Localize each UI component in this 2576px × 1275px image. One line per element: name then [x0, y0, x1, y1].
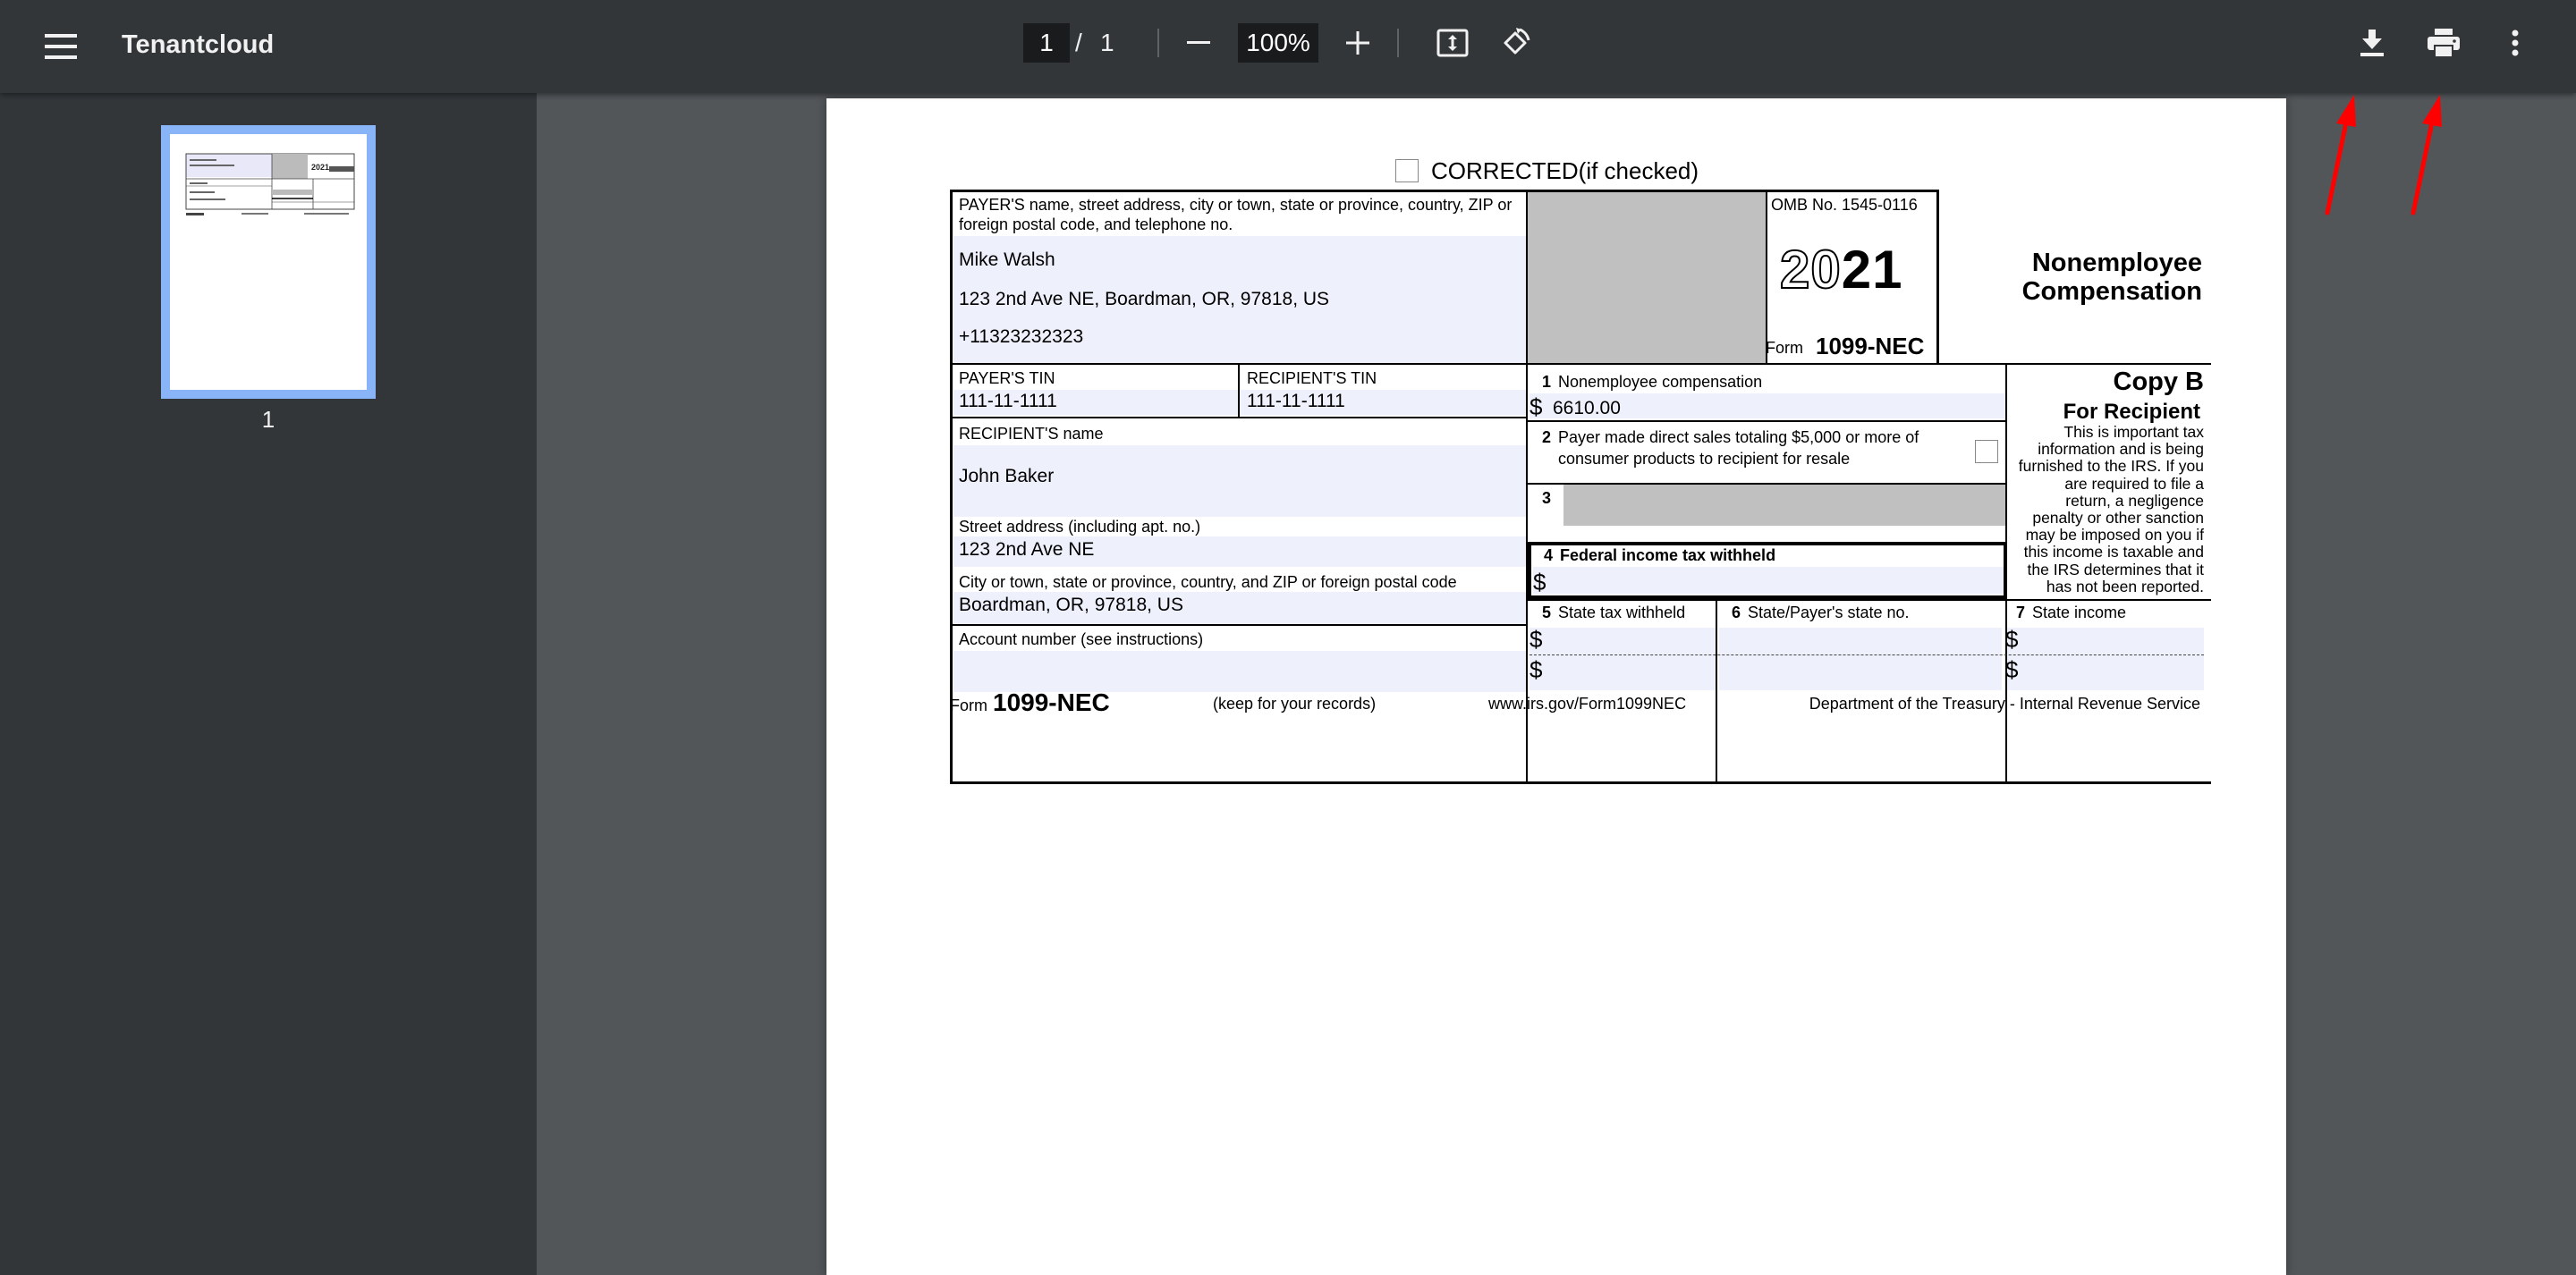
form-line [950, 417, 1528, 418]
recipient-name-label: RECIPIENT'S name [959, 425, 1104, 443]
box2-number: 2 [1542, 428, 1552, 446]
box1-dollar: $ [1530, 393, 1543, 420]
annotation-arrow [2320, 93, 2361, 216]
page-separator: / [1075, 29, 1082, 56]
footer-keep-records: (keep for your records) [1213, 695, 1377, 713]
notice-line: this income is taxable and [2023, 543, 2204, 562]
box4-number: 4 [1544, 546, 1554, 564]
footer-irs-url: www.irs.gov/Form1099NEC [1488, 695, 1687, 713]
menu-button[interactable] [34, 20, 88, 73]
box7-label: State income [2032, 604, 2127, 621]
thumbnail-preview [170, 134, 367, 390]
form-line [1526, 190, 1528, 781]
box1-number: 1 [1542, 373, 1552, 391]
page-total: 1 [1100, 29, 1114, 56]
box4-label: Federal income tax withheld [1560, 546, 1776, 564]
payer-name: Mike Walsh [959, 249, 1055, 270]
minus-icon [1187, 41, 1210, 45]
form-number: 1099-NEC [1816, 333, 1925, 359]
toolbar-divider [1397, 29, 1399, 57]
box2-checkbox[interactable] [1975, 440, 1998, 463]
footer-form-word: Form [950, 697, 987, 714]
year-suffix: 21 [1841, 240, 1903, 300]
notice-line: penalty or other sanction [2032, 509, 2204, 528]
payer-address: 123 2nd Ave NE, Boardman, OR, 97818, US [959, 289, 1330, 309]
street-address-value: 123 2nd Ave NE [959, 539, 1095, 560]
state-row-divider [1530, 654, 2204, 655]
form-line [1936, 190, 1939, 363]
download-button[interactable] [2343, 14, 2401, 72]
city-label: City or town, state or province, country, and ZIP or foreign postal code [959, 573, 1457, 591]
print-icon [2428, 29, 2460, 57]
box7-dollar-2: $ [2005, 656, 2019, 683]
form-line [1526, 483, 2007, 485]
street-address-label: Street address (including apt. no.) [959, 518, 1201, 536]
payer-tin-label: PAYER'S TIN [959, 369, 1055, 387]
svg-text:2021: 2021 [311, 163, 330, 172]
page-number-input[interactable]: 1 [1023, 23, 1070, 63]
omb-number: OMB No. 1545-0116 [1771, 196, 1918, 214]
recipient-notice [2009, 424, 2204, 595]
form-line [950, 363, 2211, 365]
download-icon [2360, 30, 2384, 56]
box6-field[interactable] [1719, 628, 2002, 690]
thumbnail-sidebar [0, 93, 537, 1275]
rotate-button[interactable] [1488, 16, 1542, 70]
box1-label: Nonemployee compensation [1558, 373, 1763, 391]
account-number-label: Account number (see instructions) [959, 630, 1204, 648]
notice-line: information and is being [2038, 440, 2204, 459]
recipient-tin-value: 111-11-1111 [1247, 391, 1345, 411]
form-line [1716, 601, 1717, 781]
zoom-in-button[interactable] [1331, 16, 1385, 70]
plus-icon [1346, 31, 1369, 55]
copy-b-label: Copy B [2113, 367, 2204, 396]
notice-line: are required to file a [2064, 474, 2204, 493]
box7-dollar-1: $ [2005, 626, 2019, 653]
tax-year [1780, 241, 1903, 299]
form-line [950, 624, 1528, 626]
pdf-toolbar [0, 0, 2576, 93]
menu-icon [45, 34, 77, 59]
year-prefix: 20 [1780, 240, 1842, 300]
box1-value: 6610.00 [1553, 398, 1621, 418]
payer-label: PAYER'S name, street address, city or town, state or province, country, ZIP or foreign postal code, and telephone no. [959, 196, 1513, 233]
zoom-input[interactable]: 100% [1238, 23, 1318, 63]
notice-line: the IRS determines that it [2027, 560, 2204, 578]
account-number-field[interactable] [953, 651, 1526, 692]
document-title: Tenantcloud [122, 30, 275, 59]
shaded-box [1528, 191, 1766, 363]
box2-label-line2: consumer products to recipient for resale [1558, 450, 1851, 468]
fit-page-button[interactable] [1426, 16, 1479, 70]
recipient-name-value: John Baker [959, 466, 1055, 486]
toolbar-divider [1157, 29, 1159, 57]
form-title-line1: Nonemployee [2031, 249, 2202, 277]
box7-field[interactable] [2005, 628, 2204, 690]
notice-line: furnished to the IRS. If you [2018, 457, 2204, 476]
box5-dollar-1: $ [1530, 626, 1543, 653]
box5-label: State tax withheld [1558, 604, 1686, 621]
form-line [950, 781, 2211, 784]
more-options-button[interactable] [2487, 14, 2544, 72]
form-line [1238, 365, 1240, 417]
rotate-icon [1498, 26, 1532, 60]
form-line [950, 190, 953, 781]
box5-dollar-2: $ [1530, 656, 1543, 683]
box6-number: 6 [1732, 604, 1741, 621]
box2-label-line1: Payer made direct sales totaling $5,000 or more of [1558, 428, 1919, 446]
form-title-line2: Compensation [2021, 277, 2202, 306]
box3-shaded [1563, 485, 2005, 526]
payer-phone: +11323232323 [959, 326, 1084, 347]
notice-line: has not been reported. [2046, 577, 2204, 595]
box5-number: 5 [1542, 604, 1552, 621]
payer-tin-value: 111-11-1111 [959, 391, 1057, 411]
box7-number: 7 [2016, 604, 2026, 621]
zoom-out-button[interactable] [1172, 16, 1225, 70]
thumbnail-page-number: 1 [261, 406, 275, 433]
annotation-arrow [2406, 93, 2447, 216]
notice-line: return, a negligence [2065, 491, 2204, 510]
form-line [950, 190, 1937, 192]
more-vert-icon [2512, 30, 2519, 56]
form-line [1526, 420, 2007, 422]
pdf-page [826, 98, 2286, 1275]
corrected-label: CORRECTED(if checked) [1431, 157, 1699, 184]
box3-number: 3 [1542, 489, 1552, 507]
notice-line: may be imposed on you if [2025, 526, 2204, 545]
page-thumbnail[interactable] [161, 125, 376, 399]
recipient-tin-label: RECIPIENT'S TIN [1247, 369, 1377, 387]
footer-form-number: 1099-NEC [993, 688, 1110, 716]
box5-field[interactable] [1530, 628, 1716, 690]
corrected-checkbox[interactable] [1395, 159, 1419, 182]
footer-department: Department of the Treasury - Internal Revenue Service [1809, 695, 2200, 713]
fit-page-icon [1436, 29, 1469, 57]
form-word: Form [1766, 339, 1803, 357]
box6-label: State/Payer's state no. [1748, 604, 1910, 621]
box4-dollar: $ [1533, 569, 1546, 595]
form-line [1526, 599, 2211, 601]
for-recipient-label: For Recipient [2063, 400, 2200, 424]
print-button[interactable] [2415, 14, 2472, 72]
city-value: Boardman, OR, 97818, US [959, 595, 1183, 615]
notice-line: This is important tax [2063, 423, 2204, 441]
